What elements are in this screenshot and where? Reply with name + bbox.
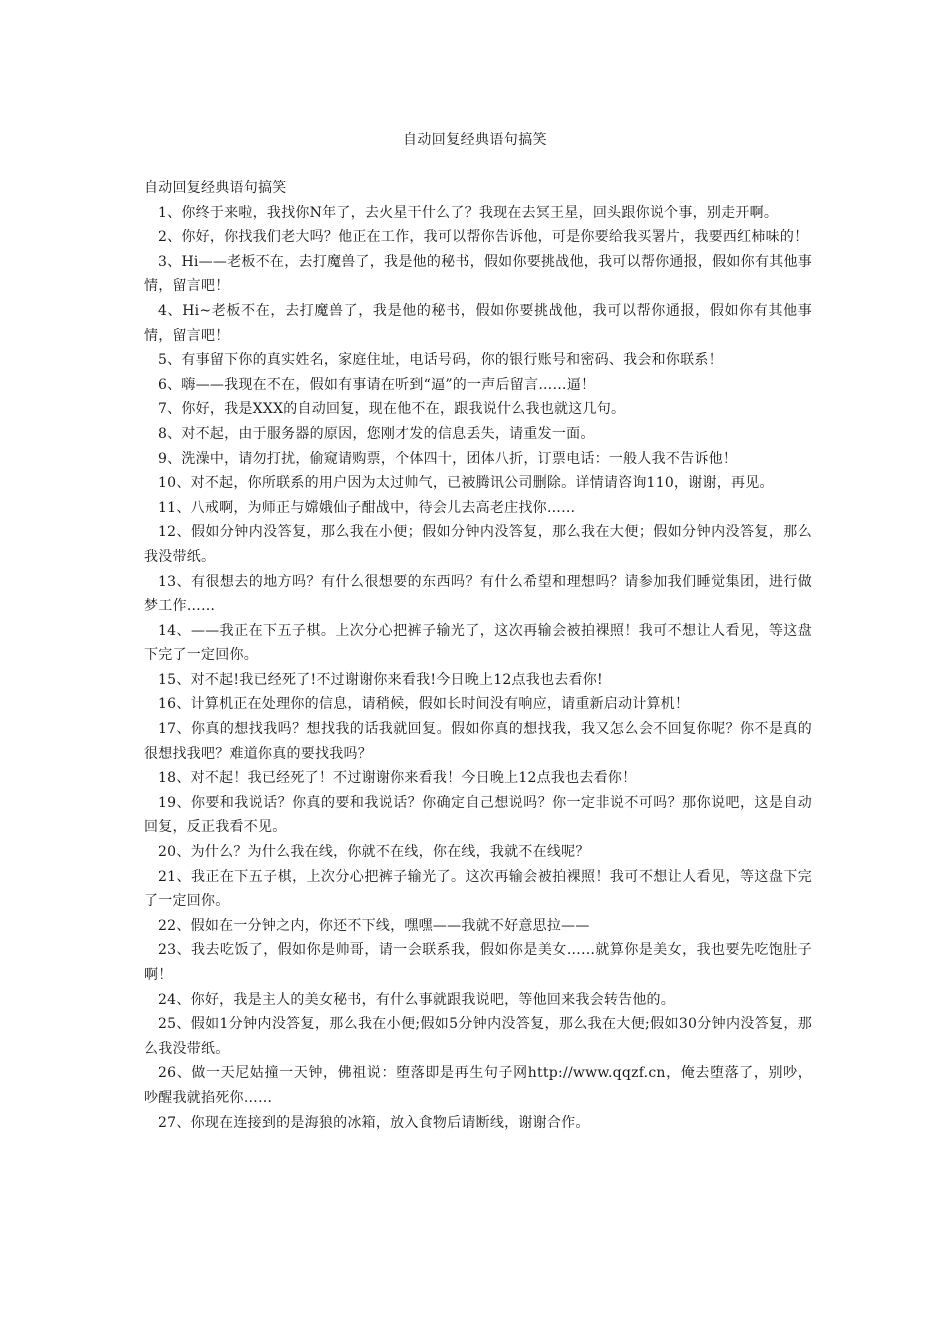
list-item: 13、有很想去的地方吗？有什么很想要的东西吗？有什么希望和理想吗？请参加我们睡觉集团，进行做梦工作…… bbox=[144, 573, 812, 615]
list-item: 4、Hi~老板不在，去打魔兽了，我是他的秘书，假如你要挑战他，我可以帮你通报，假如你有其他事情，留言吧！ bbox=[144, 302, 812, 344]
list-item: 10、对不起，你所联系的用户因为太过帅气，已被腾讯公司删除。详情请咨询110，谢谢，再见。 bbox=[158, 475, 774, 492]
list-item: 17、你真的想找我吗？想找我的话我就回复。假如你真的想找我，我又怎么会不回复你呢？你不是真的很想找我吧？难道你真的要找我吗？ bbox=[144, 721, 812, 762]
list-item: 12、假如分钟内没答复，那么我在小便；假如分钟内没答复，那么我在大便；假如分钟内没答复，那么我没带纸。 bbox=[144, 524, 812, 565]
list-item: 3、Hi——老板不在，去打魔兽了，我是他的秘书，假如你要挑战他，我可以帮你通报，假如你有其他事情，留言吧！ bbox=[144, 253, 812, 295]
list-item: 18、对不起！我已经死了！不过谢谢你来看我！今日晚上12点我也去看你！ bbox=[158, 770, 637, 787]
list-item: 5、有事留下你的真实姓名，家庭住址，电话号码，你的银行账号和密码、我会和你联系！ bbox=[158, 352, 723, 369]
document-title: 自动回复经典语句搞笑 bbox=[403, 132, 547, 148]
list-item: 9、洗澡中，请勿打扰，偷窥请购票，个体四十，团体八折，订票电话：一般人我不告诉他！ bbox=[158, 450, 738, 467]
list-item: 14、——我正在下五子棋。上次分心把裤子输光了，这次再输会被拍裸照！我可不想让人看见，等这盘下完了一定回你。 bbox=[144, 622, 812, 664]
list-item: 7、你好，我是XXX的自动回复，现在他不在，跟我说什么我也就这几句。 bbox=[158, 401, 626, 418]
list-item: 21、我正在下五子棋，上次分心把裤子输光了。这次再输会被拍裸照！我可不想让人看见，等这盘下完了一定回你。 bbox=[144, 868, 812, 910]
document-subtitle: 自动回复经典语句搞笑 bbox=[144, 180, 287, 196]
list-item: 20、为什么？为什么我在线，你就不在线，你在线，我就不在线呢？ bbox=[158, 844, 590, 861]
list-item: 27、你现在连接到的是海狼的冰箱，放入食物后请断线，谢谢合作。 bbox=[158, 1114, 590, 1131]
list-item: 19、你要和我说话？你真的要和我说话？你确定自己想说吗？你一定非说不可吗？那你说吧，这是自动回复，反正我看不见。 bbox=[144, 794, 812, 836]
list-item: 1、你终于来啦，我找你N年了，去火星干什么了？我现在去冥王星，回头跟你说个事，别走开啊。 bbox=[158, 204, 779, 221]
list-item: 22、假如在一分钟之内，你还不下线，嘿嘿——我就不好意思拉—— bbox=[158, 917, 590, 934]
list-item: 23、我去吃饭了，假如你是帅哥，请一会联系我，假如你是美女……就算你是美女，我也要先吃饱肚子啊！ bbox=[144, 942, 812, 983]
list-item: 2、你好，你找我们老大吗？他正在工作，我可以帮你告诉他，可是你要给我买署片，我要西红柿味的！ bbox=[158, 229, 809, 246]
list-item: 6、嗨——我现在不在，假如有事请在听到“逼”的一声后留言……逼！ bbox=[158, 376, 596, 393]
list-item: 26、做一天尼姑撞一天钟，佛祖说：堕落即是再生句子网http://www.qqzf.cn，俺去堕落了，别吵，吵醒我就掐死你…… bbox=[144, 1065, 812, 1106]
list-item: 8、对不起，由于服务器的原因，您刚才发的信息丢失，请重发一面。 bbox=[158, 425, 595, 442]
list-item: 25、假如1分钟内没答复，那么我在小便;假如5分钟内没答复，那么我在大便;假如30分钟内没答复，那么我没带纸。 bbox=[144, 1016, 812, 1057]
document-body bbox=[144, 176, 812, 1135]
list-item: 11、八戒啊，为师正与嫦娥仙子酣战中，待会儿去高老庄找你…… bbox=[158, 499, 576, 516]
list-item: 16、计算机正在处理你的信息，请稍候，假如长时间没有响应，请重新启动计算机！ bbox=[158, 696, 690, 713]
list-item: 15、对不起!我已经死了!不过谢谢你来看我!今日晚上12点我也去看你! bbox=[158, 671, 603, 688]
list-item: 24、你好，我是主人的美女秘书，有什么事就跟我说吧，等他回来我会转告他的。 bbox=[158, 991, 676, 1008]
